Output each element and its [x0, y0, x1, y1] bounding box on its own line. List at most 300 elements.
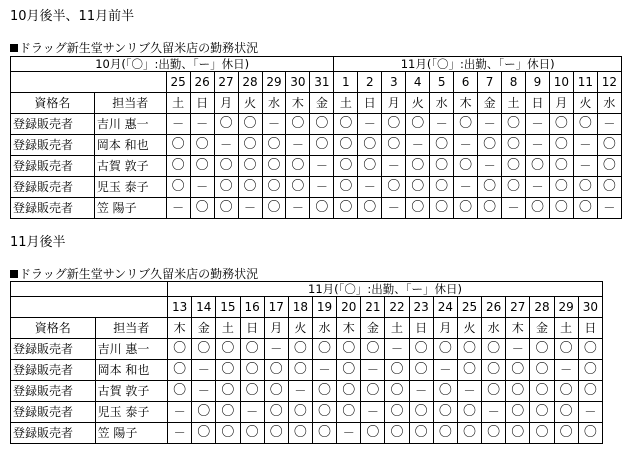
- staff-row: [11, 381, 603, 402]
- off-mark-cell: －: [573, 135, 597, 156]
- staff-name-cell: 古賀 敦子: [95, 381, 167, 402]
- work-mark-cell: 〇: [457, 339, 481, 360]
- staff-name-cell: 吉川 惠一: [94, 114, 166, 135]
- work-mark-cell: 〇: [168, 381, 192, 402]
- work-mark-cell: 〇: [190, 156, 214, 177]
- weekday-label: 月: [382, 93, 406, 114]
- store-title-2-text: ドラッグ新生堂サンリブ久留米店の勤務状況: [19, 267, 259, 281]
- day-number: 30: [286, 72, 310, 93]
- work-mark-cell: 〇: [382, 177, 406, 198]
- work-mark-cell: 〇: [264, 381, 288, 402]
- weekday-label: 月: [549, 93, 573, 114]
- weekday-label: 火: [406, 93, 430, 114]
- qualification-cell: 登録販売者: [11, 360, 96, 381]
- weekday-label: 金: [192, 318, 216, 339]
- work-mark-cell: 〇: [264, 402, 288, 423]
- work-mark-cell: 〇: [361, 381, 385, 402]
- day-number: 5: [430, 72, 454, 93]
- off-mark-cell: －: [264, 339, 288, 360]
- work-mark-cell: 〇: [358, 198, 382, 219]
- day-number: 7: [478, 72, 502, 93]
- off-mark-cell: －: [192, 360, 216, 381]
- staff-name-cell: 児玉 泰子: [95, 402, 167, 423]
- work-mark-cell: 〇: [382, 114, 406, 135]
- day-number: 29: [554, 297, 578, 318]
- work-mark-cell: 〇: [406, 114, 430, 135]
- off-mark-cell: －: [526, 114, 550, 135]
- work-mark-cell: 〇: [214, 114, 238, 135]
- work-mark-cell: 〇: [238, 177, 262, 198]
- staff-row: [11, 114, 622, 135]
- qualification-cell: 登録販売者: [11, 156, 95, 177]
- square-bullet-icon: [10, 44, 18, 52]
- work-mark-cell: 〇: [457, 360, 481, 381]
- work-mark-cell: 〇: [549, 177, 573, 198]
- work-mark-cell: 〇: [192, 339, 216, 360]
- work-mark-cell: 〇: [264, 423, 288, 444]
- work-mark-cell: 〇: [262, 177, 286, 198]
- work-mark-cell: 〇: [549, 114, 573, 135]
- weekday-label: 土: [385, 318, 409, 339]
- work-mark-cell: 〇: [361, 339, 385, 360]
- work-mark-cell: 〇: [334, 177, 358, 198]
- weekday-label: 木: [506, 318, 530, 339]
- weekday-label: 木: [454, 93, 478, 114]
- page-heading-nov-late: 11月後半: [10, 235, 66, 250]
- work-mark-cell: 〇: [554, 402, 578, 423]
- work-mark-cell: 〇: [288, 423, 312, 444]
- work-mark-cell: 〇: [166, 135, 190, 156]
- weekday-label: 土: [216, 318, 240, 339]
- work-mark-cell: 〇: [312, 423, 336, 444]
- off-mark-cell: －: [240, 402, 264, 423]
- work-mark-cell: 〇: [454, 198, 478, 219]
- work-mark-cell: 〇: [597, 135, 621, 156]
- work-mark-cell: 〇: [382, 135, 406, 156]
- work-mark-cell: 〇: [192, 402, 216, 423]
- work-mark-cell: 〇: [264, 360, 288, 381]
- work-mark-cell: 〇: [312, 339, 336, 360]
- header-blank: [11, 282, 168, 297]
- qualification-cell: 登録販売者: [11, 177, 95, 198]
- work-mark-cell: 〇: [262, 135, 286, 156]
- off-mark-cell: －: [478, 156, 502, 177]
- off-mark-cell: －: [310, 156, 334, 177]
- work-mark-cell: 〇: [478, 177, 502, 198]
- work-mark-cell: 〇: [286, 156, 310, 177]
- off-mark-cell: －: [312, 360, 336, 381]
- off-mark-cell: －: [457, 381, 481, 402]
- weekday-label: 火: [288, 318, 312, 339]
- work-mark-cell: 〇: [430, 198, 454, 219]
- qualification-cell: 登録販売者: [11, 135, 95, 156]
- staff-row: [11, 135, 622, 156]
- weekday-row: [11, 93, 622, 114]
- off-mark-cell: －: [190, 114, 214, 135]
- header-november: 11月(「〇」:出勤、「ー」休日): [168, 282, 603, 297]
- weekday-label: 日: [240, 318, 264, 339]
- work-mark-cell: 〇: [597, 156, 621, 177]
- work-mark-cell: 〇: [433, 402, 457, 423]
- work-mark-cell: 〇: [310, 114, 334, 135]
- work-mark-cell: 〇: [238, 135, 262, 156]
- weekday-label: 土: [502, 93, 526, 114]
- off-mark-cell: －: [358, 177, 382, 198]
- weekday-label: 金: [361, 318, 385, 339]
- work-mark-cell: 〇: [214, 198, 238, 219]
- weekday-label: 水: [312, 318, 336, 339]
- work-mark-cell: 〇: [457, 423, 481, 444]
- day-number: 1: [334, 72, 358, 93]
- work-mark-cell: 〇: [166, 177, 190, 198]
- weekday-label: 月: [433, 318, 457, 339]
- work-mark-cell: 〇: [334, 156, 358, 177]
- store-title-1: [10, 41, 258, 55]
- day-number: 4: [406, 72, 430, 93]
- day-number: 20: [337, 297, 361, 318]
- work-mark-cell: 〇: [549, 135, 573, 156]
- weekday-label: 火: [238, 93, 262, 114]
- off-mark-cell: －: [597, 114, 621, 135]
- work-mark-cell: 〇: [526, 156, 550, 177]
- work-mark-cell: 〇: [409, 360, 433, 381]
- day-number: 29: [262, 72, 286, 93]
- work-mark-cell: 〇: [288, 339, 312, 360]
- day-number: 23: [409, 297, 433, 318]
- off-mark-cell: －: [168, 402, 192, 423]
- off-mark-cell: －: [409, 381, 433, 402]
- off-mark-cell: －: [526, 177, 550, 198]
- col-qualification-header: 資格名: [11, 318, 96, 339]
- work-mark-cell: 〇: [502, 114, 526, 135]
- weekday-label: 木: [168, 318, 192, 339]
- work-mark-cell: 〇: [530, 423, 554, 444]
- staff-name-cell: 岡本 和也: [94, 135, 166, 156]
- work-mark-cell: 〇: [578, 423, 602, 444]
- work-mark-cell: 〇: [168, 360, 192, 381]
- day-header-blank: [11, 72, 167, 93]
- day-number: 15: [216, 297, 240, 318]
- weekday-label: 土: [554, 318, 578, 339]
- qualification-cell: 登録販売者: [11, 339, 96, 360]
- day-number: 26: [482, 297, 506, 318]
- work-mark-cell: 〇: [502, 177, 526, 198]
- day-number: 27: [506, 297, 530, 318]
- off-mark-cell: －: [382, 156, 406, 177]
- staff-row: [11, 156, 622, 177]
- work-mark-cell: 〇: [337, 360, 361, 381]
- off-mark-cell: －: [382, 198, 406, 219]
- work-mark-cell: 〇: [506, 402, 530, 423]
- work-mark-cell: 〇: [597, 177, 621, 198]
- work-mark-cell: 〇: [433, 381, 457, 402]
- work-mark-cell: 〇: [530, 381, 554, 402]
- weekday-label: 水: [430, 93, 454, 114]
- day-number: 31: [310, 72, 334, 93]
- work-mark-cell: 〇: [168, 339, 192, 360]
- header-october: 10月(「〇」:出勤、「ー」休日): [11, 57, 334, 72]
- off-mark-cell: －: [238, 198, 262, 219]
- work-mark-cell: 〇: [216, 381, 240, 402]
- day-number: 11: [573, 72, 597, 93]
- work-mark-cell: 〇: [573, 177, 597, 198]
- weekday-label: 木: [286, 93, 310, 114]
- off-mark-cell: －: [310, 177, 334, 198]
- work-mark-cell: 〇: [190, 198, 214, 219]
- weekday-label: 水: [482, 318, 506, 339]
- off-mark-cell: －: [286, 198, 310, 219]
- work-mark-cell: 〇: [554, 381, 578, 402]
- work-mark-cell: 〇: [409, 423, 433, 444]
- staff-name-cell: 笠 陽子: [94, 198, 166, 219]
- day-number: 6: [454, 72, 478, 93]
- qualification-cell: 登録販売者: [11, 402, 96, 423]
- staff-row: [11, 198, 622, 219]
- work-mark-cell: 〇: [478, 135, 502, 156]
- work-mark-cell: 〇: [358, 156, 382, 177]
- work-mark-cell: 〇: [214, 177, 238, 198]
- work-mark-cell: 〇: [482, 360, 506, 381]
- work-mark-cell: 〇: [578, 381, 602, 402]
- work-mark-cell: 〇: [286, 177, 310, 198]
- work-mark-cell: 〇: [216, 339, 240, 360]
- weekday-label: 月: [214, 93, 238, 114]
- day-number: 25: [457, 297, 481, 318]
- day-number: 16: [240, 297, 264, 318]
- weekday-label: 火: [457, 318, 481, 339]
- day-number: 18: [288, 297, 312, 318]
- weekday-label: 土: [334, 93, 358, 114]
- day-number: 13: [168, 297, 192, 318]
- day-number: 28: [238, 72, 262, 93]
- work-mark-cell: 〇: [216, 423, 240, 444]
- off-mark-cell: －: [454, 177, 478, 198]
- work-mark-cell: 〇: [573, 198, 597, 219]
- weekday-label: 水: [597, 93, 621, 114]
- weekday-label: 火: [573, 93, 597, 114]
- staff-name-cell: 児玉 泰子: [94, 177, 166, 198]
- weekday-label: 金: [310, 93, 334, 114]
- work-mark-cell: 〇: [240, 381, 264, 402]
- off-mark-cell: －: [166, 198, 190, 219]
- work-mark-cell: 〇: [385, 360, 409, 381]
- staff-name-cell: 古賀 敦子: [94, 156, 166, 177]
- work-mark-cell: 〇: [502, 135, 526, 156]
- off-mark-cell: －: [506, 339, 530, 360]
- day-number: 8: [502, 72, 526, 93]
- work-mark-cell: 〇: [482, 381, 506, 402]
- work-mark-cell: 〇: [530, 402, 554, 423]
- day-number: 10: [549, 72, 573, 93]
- day-number: 25: [166, 72, 190, 93]
- qualification-cell: 登録販売者: [11, 381, 96, 402]
- work-mark-cell: 〇: [482, 339, 506, 360]
- off-mark-cell: －: [406, 135, 430, 156]
- work-mark-cell: 〇: [312, 402, 336, 423]
- work-mark-cell: 〇: [334, 198, 358, 219]
- schedule-table-oct-nov: [10, 56, 622, 219]
- day-number: 30: [578, 297, 602, 318]
- work-mark-cell: 〇: [240, 423, 264, 444]
- weekday-label: 金: [478, 93, 502, 114]
- qualification-cell: 登録販売者: [11, 198, 95, 219]
- off-mark-cell: －: [214, 135, 238, 156]
- work-mark-cell: 〇: [361, 423, 385, 444]
- work-mark-cell: 〇: [506, 360, 530, 381]
- header-november: 11月(「〇」:出勤、「ー」休日): [334, 57, 622, 72]
- work-mark-cell: 〇: [506, 423, 530, 444]
- staff-name-cell: 笠 陽子: [95, 423, 167, 444]
- work-mark-cell: 〇: [578, 360, 602, 381]
- weekday-label: 月: [264, 318, 288, 339]
- off-mark-cell: －: [433, 360, 457, 381]
- work-mark-cell: 〇: [288, 402, 312, 423]
- day-number: 14: [192, 297, 216, 318]
- off-mark-cell: －: [482, 402, 506, 423]
- work-mark-cell: 〇: [240, 339, 264, 360]
- work-mark-cell: 〇: [478, 198, 502, 219]
- work-mark-cell: 〇: [334, 135, 358, 156]
- qualification-cell: 登録販売者: [11, 423, 96, 444]
- off-mark-cell: －: [337, 423, 361, 444]
- off-mark-cell: －: [578, 402, 602, 423]
- day-number: 19: [312, 297, 336, 318]
- work-mark-cell: 〇: [549, 156, 573, 177]
- store-title-1-text: ドラッグ新生堂サンリブ久留米店の勤務状況: [19, 41, 259, 55]
- staff-name-cell: 吉川 惠一: [95, 339, 167, 360]
- work-mark-cell: 〇: [385, 402, 409, 423]
- weekday-label: 金: [530, 318, 554, 339]
- off-mark-cell: －: [288, 381, 312, 402]
- off-mark-cell: －: [168, 423, 192, 444]
- schedule-table-nov-late: [10, 281, 603, 444]
- work-mark-cell: 〇: [482, 423, 506, 444]
- work-mark-cell: 〇: [214, 156, 238, 177]
- day-number: 24: [433, 297, 457, 318]
- work-mark-cell: 〇: [192, 423, 216, 444]
- work-mark-cell: 〇: [554, 339, 578, 360]
- work-mark-cell: 〇: [334, 114, 358, 135]
- off-mark-cell: －: [554, 360, 578, 381]
- work-mark-cell: 〇: [166, 156, 190, 177]
- day-number-row: [11, 297, 603, 318]
- work-mark-cell: 〇: [286, 114, 310, 135]
- work-mark-cell: 〇: [406, 156, 430, 177]
- work-mark-cell: 〇: [530, 360, 554, 381]
- off-mark-cell: －: [358, 114, 382, 135]
- off-mark-cell: －: [502, 198, 526, 219]
- day-header-blank: [11, 297, 168, 318]
- off-mark-cell: －: [361, 402, 385, 423]
- staff-name-cell: 岡本 和也: [95, 360, 167, 381]
- weekday-label: 日: [578, 318, 602, 339]
- off-mark-cell: －: [526, 135, 550, 156]
- work-mark-cell: 〇: [430, 177, 454, 198]
- work-mark-cell: 〇: [238, 156, 262, 177]
- day-number: 28: [530, 297, 554, 318]
- day-number: 27: [214, 72, 238, 93]
- off-mark-cell: －: [385, 339, 409, 360]
- work-mark-cell: 〇: [578, 339, 602, 360]
- day-number: 22: [385, 297, 409, 318]
- work-mark-cell: 〇: [216, 360, 240, 381]
- off-mark-cell: －: [192, 381, 216, 402]
- work-mark-cell: 〇: [454, 114, 478, 135]
- work-mark-cell: 〇: [312, 381, 336, 402]
- off-mark-cell: －: [166, 114, 190, 135]
- off-mark-cell: －: [597, 198, 621, 219]
- work-mark-cell: 〇: [310, 135, 334, 156]
- weekday-label: 土: [166, 93, 190, 114]
- weekday-label: 水: [262, 93, 286, 114]
- off-mark-cell: －: [286, 135, 310, 156]
- off-mark-cell: －: [454, 135, 478, 156]
- staff-row: [11, 360, 603, 381]
- day-number: 12: [597, 72, 621, 93]
- square-bullet-icon: [10, 270, 18, 278]
- work-mark-cell: 〇: [430, 135, 454, 156]
- work-mark-cell: 〇: [409, 402, 433, 423]
- col-staff-header: 担当者: [95, 318, 167, 339]
- work-mark-cell: 〇: [457, 402, 481, 423]
- work-mark-cell: 〇: [433, 423, 457, 444]
- off-mark-cell: －: [190, 177, 214, 198]
- work-mark-cell: 〇: [337, 339, 361, 360]
- work-mark-cell: 〇: [190, 135, 214, 156]
- page-heading-oct-nov: 10月後半、11月前半: [10, 9, 135, 24]
- off-mark-cell: －: [573, 156, 597, 177]
- work-mark-cell: 〇: [262, 156, 286, 177]
- staff-row: [11, 177, 622, 198]
- weekday-label: 木: [337, 318, 361, 339]
- col-qualification-header: 資格名: [11, 93, 95, 114]
- weekday-row: [11, 318, 603, 339]
- work-mark-cell: 〇: [385, 423, 409, 444]
- day-number-row: [11, 72, 622, 93]
- day-number: 17: [264, 297, 288, 318]
- off-mark-cell: －: [478, 114, 502, 135]
- qualification-cell: 登録販売者: [11, 114, 95, 135]
- work-mark-cell: 〇: [406, 177, 430, 198]
- weekday-label: 日: [409, 318, 433, 339]
- weekday-label: 日: [190, 93, 214, 114]
- day-number: 26: [190, 72, 214, 93]
- work-mark-cell: 〇: [310, 198, 334, 219]
- store-title-2: [10, 267, 258, 281]
- work-mark-cell: 〇: [502, 156, 526, 177]
- day-number: 2: [358, 72, 382, 93]
- work-mark-cell: 〇: [262, 198, 286, 219]
- off-mark-cell: －: [262, 114, 286, 135]
- work-mark-cell: 〇: [385, 381, 409, 402]
- day-number: 21: [361, 297, 385, 318]
- work-mark-cell: 〇: [526, 198, 550, 219]
- staff-row: [11, 402, 603, 423]
- work-mark-cell: 〇: [430, 156, 454, 177]
- work-mark-cell: 〇: [238, 114, 262, 135]
- staff-row: [11, 423, 603, 444]
- work-mark-cell: 〇: [506, 381, 530, 402]
- work-mark-cell: 〇: [337, 381, 361, 402]
- work-mark-cell: 〇: [409, 339, 433, 360]
- work-mark-cell: 〇: [433, 339, 457, 360]
- work-mark-cell: 〇: [573, 114, 597, 135]
- work-mark-cell: 〇: [240, 360, 264, 381]
- weekday-label: 日: [358, 93, 382, 114]
- work-mark-cell: 〇: [549, 198, 573, 219]
- work-mark-cell: 〇: [406, 198, 430, 219]
- day-number: 9: [526, 72, 550, 93]
